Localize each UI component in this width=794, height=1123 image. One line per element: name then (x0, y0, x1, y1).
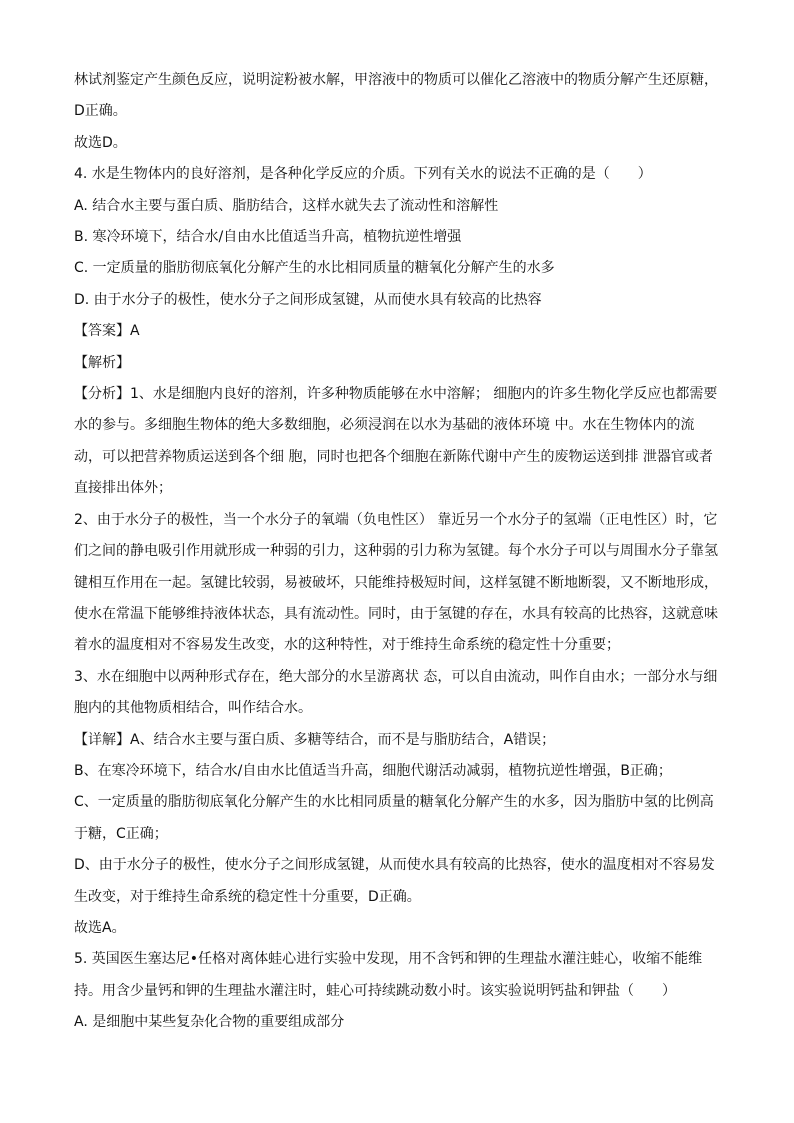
detail-line: 生改变，对于维持生命系统的稳定性十分重要，D正确。 (74, 888, 421, 905)
text-line-prev-choice: 故选D。 (74, 134, 127, 151)
analysis-line: 动，可以把营养物质运送到各个细 胞，同时也把各个细胞在新陈代谢中产生的废物运送到排 泄器官或者 (74, 448, 713, 465)
question-5-option-a: A. 是细胞中某些复杂化合物的重要组成部分 (74, 1014, 345, 1031)
analysis-line: 【分析】1、水是细胞内良好的溶剂，许多种物质能够在水中溶解； 细胞内的许多生物化学反应也都需要 (74, 386, 718, 403)
analysis-line: 2、由于水分子的极性，当一个水分子的氧端（负电性区） 靠近另一个水分子的氢端（正电性区）时，它 (74, 511, 718, 528)
analysis-heading: 【解析】 (74, 354, 130, 371)
analysis-line: 们之间的静电吸引作用就形成一种弱的引力，这种弱的引力称为氢键。每个水分子可以与周围水分子靠氢 (74, 543, 718, 560)
answer-label: 【答案】A (74, 323, 140, 340)
analysis-line: 胞内的其他物质相结合，叫作结合水。 (74, 700, 312, 717)
analysis-line: 键相互作用在一起。氢键比较弱，易被破坏，只能维持极短时间，这样氢键不断地断裂，又不断地形成， (74, 574, 718, 591)
analysis-line: 直接排出体外； (74, 480, 172, 497)
detail-line: D、由于水分子的极性，使水分子之间形成氢键，从而使水具有较高的比热容，使水的温度相对不容易发 (74, 857, 715, 874)
question-4-stem: 4. 水是生物体内的良好溶剂，是各种化学反应的介质。下列有关水的说法不正确的是（ ） (74, 166, 652, 183)
text-line-prev-answer-cont: 林试剂鉴定产生颜色反应，说明淀粉被水解，甲溶液中的物质可以催化乙溶液中的物质分解产生还原糖， (74, 72, 718, 88)
detail-line: 【详解】A、结合水主要与蛋白质、多糖等结合，而不是与脂肪结合，A错误； (74, 731, 556, 748)
analysis-line: 着水的温度相对不容易发生改变，水的这种特性，对于维持生命系统的稳定性十分重要； (74, 637, 620, 654)
analysis-line: 使水在常温下能够维持液体状态，具有流动性。同时，由于氢键的存在，水具有较高的比热容，这就意味 (74, 605, 718, 622)
analysis-line: 3、水在细胞中以两种形式存在，绝大部分的水呈游离状 态，可以自由流动，叫作自由水；一部分水与细 (74, 668, 718, 685)
detail-line: B、在寒冷环境下，结合水/自由水比值适当升高，细胞代谢活动减弱，植物抗逆性增强，B正确； (74, 762, 672, 779)
detail-conclusion: 故选A。 (74, 919, 126, 936)
detail-line: 于糖，C正确； (74, 825, 168, 842)
detail-line: C、一定质量的脂肪彻底氧化分解产生的水比相同质量的糖氧化分解产生的水多，因为脂肪中氢的比例高 (74, 794, 714, 811)
question-4-option-d: D. 由于水分子的极性，使水分子之间形成氢键，从而使水具有较高的比热容 (74, 291, 542, 308)
question-4-option-c: C. 一定质量的脂肪彻底氧化分解产生的水比相同质量的糖氧化分解产生的水多 (74, 260, 555, 277)
question-4-option-a: A. 结合水主要与蛋白质、脂肪结合，这样水就失去了流动性和溶解性 (74, 197, 499, 214)
question-5-stem: 持。用含少量钙和钾的生理盐水灌注时，蛙心可持续跳动数小时。该实验说明钙盐和钾盐（ ） (74, 982, 676, 999)
text-line-prev-answer-end: D正确。 (74, 103, 127, 120)
question-5-stem: 5. 英国医生塞达尼•任格对离体蛙心进行实验中发现，用不含钙和钾的生理盐水灌注蛙心，收缩不能维 (74, 951, 703, 968)
analysis-line: 水的参与。多细胞生物体的绝大多数细胞，必须浸润在以水为基础的液体环境 中。水在生物体内的流 (74, 417, 695, 434)
question-4-option-b: B. 寒冷环境下，结合水/自由水比值适当升高，植物抗逆性增强 (74, 229, 462, 246)
